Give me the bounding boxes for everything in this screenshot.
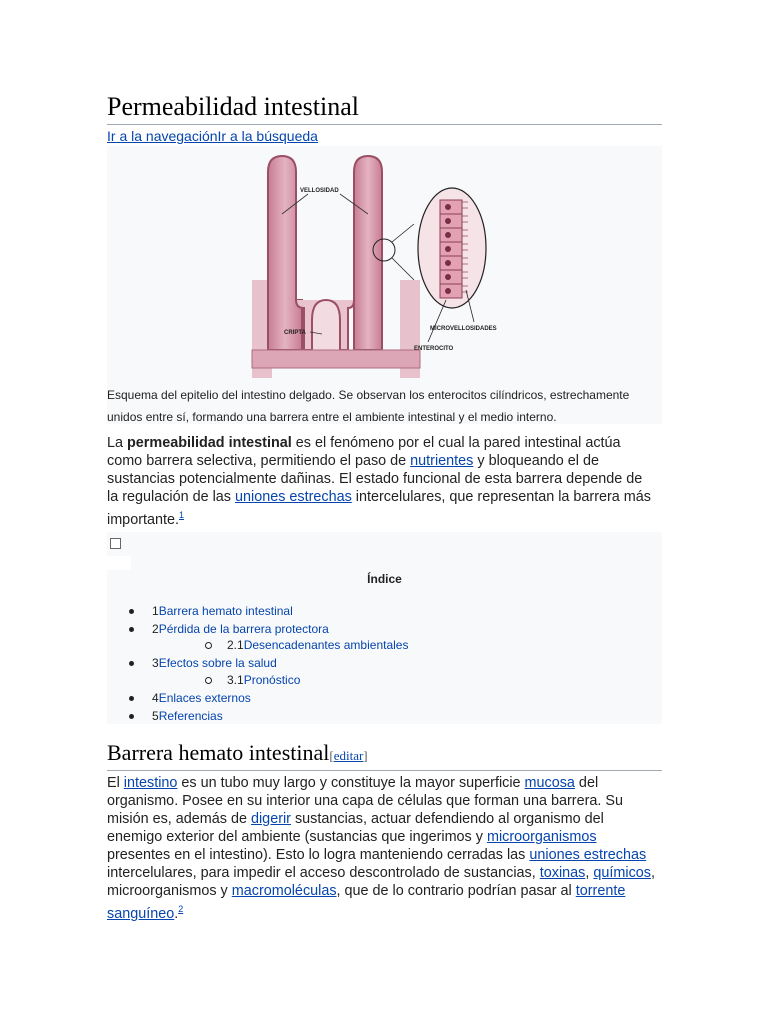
link-uniones-estrechas-2[interactable]: uniones estrechas bbox=[529, 847, 647, 863]
toc-title: Índice bbox=[367, 572, 402, 586]
edit-section: [editar] bbox=[329, 748, 368, 763]
toc-item[interactable]: 2Pérdida de la barrera protectora bbox=[129, 622, 329, 636]
link-mucosa[interactable]: mucosa bbox=[524, 775, 575, 791]
toc-item[interactable]: 5Referencias bbox=[129, 709, 223, 723]
page-title: Permeabilidad intestinal bbox=[107, 92, 662, 125]
reference-1[interactable]: 1 bbox=[179, 510, 185, 520]
jump-to-search-link[interactable]: Ir a la búsqueda bbox=[217, 128, 318, 144]
link-quimicos[interactable]: químicos bbox=[593, 865, 651, 881]
link-digerir[interactable]: digerir bbox=[250, 811, 291, 827]
toc-subitem[interactable]: 3.1Pronóstico bbox=[205, 673, 300, 687]
jump-links bbox=[107, 128, 318, 144]
reference-2[interactable]: 2 bbox=[178, 904, 184, 914]
table-of-contents bbox=[107, 532, 662, 724]
figure-caption: Esquema del epitelio del intestino delgado. Se observan los enterocitos cilíndricos, estrechamente unidos entre sí, formando una barrera entre el ambiente intestinal y el medio interno. bbox=[107, 388, 630, 424]
link-intestino[interactable]: intestino bbox=[123, 775, 178, 791]
bold-term: permeabilidad intestinal bbox=[127, 435, 292, 451]
label-vellosidad: VELLOSIDAD bbox=[300, 188, 339, 194]
figure-panel bbox=[107, 146, 662, 424]
toc-toggle-checkbox[interactable] bbox=[110, 538, 121, 549]
jump-to-navigation-link[interactable]: Ir a la navegación bbox=[107, 128, 218, 144]
section-paragraph: El intestino es un tubo muy largo y constituye la mayor superficie mucosa del organismo. Posee en su interior una capa de células que forman una barrera. Su misión es, además de digerir sustancias, actuar defendiendo al organismo del enemigo exterior del ambiente (sustancias que ingerimos y microorganismos presentes en el intestino). Esto lo logra manteniendo cerradas las uniones estrechas intercelulares, para impedir el acceso descontrolado de sustancias, toxinas, químicos, microorganismos y macromoléculas, que de lo contrario podrían pasar al torrente sanguíneo.$^2$ bbox=[107, 775, 655, 922]
link-toxinas[interactable]: toxinas bbox=[539, 865, 586, 881]
label-microvellosidades: MICROVELLOSIDADES bbox=[430, 326, 497, 332]
link-macromoleculas[interactable]: macromoléculas bbox=[231, 883, 337, 899]
label-cripta: CRIPTA bbox=[284, 330, 306, 336]
villus-left bbox=[268, 156, 302, 350]
toc-item[interactable]: 1Barrera hemato intestinal bbox=[129, 604, 293, 618]
link-microorganismos[interactable]: microorganismos bbox=[486, 829, 597, 845]
edit-section-link[interactable]: editar bbox=[333, 748, 364, 763]
link-uniones-estrechas[interactable]: uniones estrechas bbox=[235, 489, 352, 505]
section-heading: Barrera hemato intestinal[editar] bbox=[107, 740, 662, 771]
link-torrente-sanguineo[interactable]: torrente sanguíneo bbox=[107, 883, 626, 922]
link-nutrientes[interactable]: nutrientes bbox=[410, 453, 474, 469]
intestinal-villi-diagram bbox=[242, 150, 524, 378]
villus-right bbox=[354, 156, 382, 350]
toc-item[interactable]: 4Enlaces externos bbox=[129, 691, 251, 705]
toc-item[interactable]: 3Efectos sobre la salud bbox=[129, 656, 277, 670]
label-enterocito: ENTEROCITO bbox=[414, 346, 454, 352]
intro-paragraph: La permeabilidad intestinal es el fenómeno por el cual la pared intestinal actúa como barrera selectiva, permitiendo el paso de nutrientes y bloqueando el de sustancias potencialmente dañinas. El estado funcional de esta barrera depende de la regulación de las uniones estrechas intercelulares, que representan la barrera más importante.$^1$ bbox=[107, 435, 651, 528]
toc-subitem[interactable]: 2.1Desencadenantes ambientales bbox=[205, 638, 408, 652]
